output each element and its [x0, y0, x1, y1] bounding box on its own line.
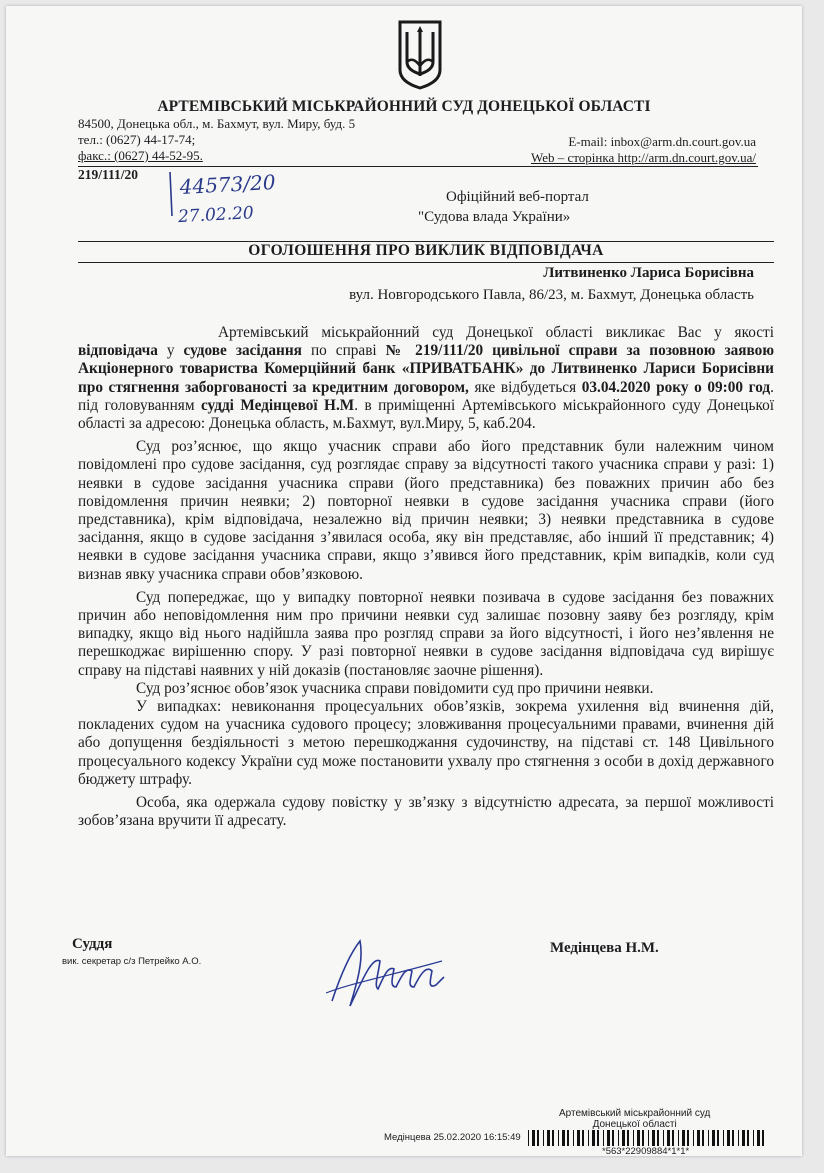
portal-line-1: Офіційний веб-портал — [446, 189, 589, 205]
court-phone: тел.: (0627) 44-17-74; — [78, 132, 196, 147]
court-address-block — [78, 116, 355, 164]
stamp-court-name: Артемівський міськрайонний суд Донецької області — [559, 1108, 711, 1130]
paragraph-duty-notify: Суд роз’яснює обов’язок учасника справи повідомити суд про причини неявки. — [136, 679, 654, 697]
court-contacts — [531, 134, 756, 166]
judge-name: Медінцева Н.М. — [550, 940, 659, 956]
handwritten-registration-note — [168, 170, 278, 228]
barcode-text: *563*22909884*1*1* — [602, 1146, 690, 1156]
judge-label: Суддя — [72, 936, 113, 952]
court-web: Web – сторінка http://arm.dn.court.gov.ua/ — [530, 150, 756, 165]
paragraph-absence-rules: Суд роз’яснює, що якщо учасник справи або його представник були належним чином повідомлені про судове засідання, суд розглядає справу за відсутності такого учасника справи у разі: 1) неявки в судове засідання учасника справи (його представника) без поважних причин або без повідомлення причин неявки; 2) повторної неявки в судове засідання учасника справи (його представника), крім відповідача, незалежно від причин неявки; 3) неявки представника в судове засідання, якщо в судове засідання з’явилася особа, яку він представляє, або інший її представник; 4) неявки в судове засідання учасника справи, якщо з’явився його представник, крім випадків, коли суд визнав явку учасника справи обов’язковою. — [78, 438, 774, 583]
paragraph-warning: Суд попереджає, що у випадку повторної неявки позивача в судове засідання без поважних причин або неповідомлення ним про причини неявки суд залишає позовну заяву без розгляду, крім випадку, якщо від нього надійшла заява про розгляд справи за його відсутності, і його нез’явлення не перешкоджає вирішенню спору. У разі повторної неявки в судове засідання відповідача суд вирішує справу на підставі наявних у ній доказів (постановляє заочне рішення). — [78, 588, 774, 679]
secretary-note: вик. секретар с/з Петрейко А.О. — [62, 956, 202, 967]
announcement-body — [78, 324, 774, 830]
document-page — [6, 6, 802, 1156]
header-divider — [78, 166, 758, 167]
judge-signature-icon — [322, 931, 452, 1011]
court-fax: факс.: (0627) 44-52-95. — [78, 148, 203, 163]
barcode-icon — [528, 1130, 766, 1146]
svg-text:44573/20: 44573/20 — [179, 170, 277, 199]
portal-line-2: "Судова влада України» — [418, 209, 571, 225]
stamp-user-date: Медінцева 25.02.2020 16:15:49 — [384, 1132, 521, 1143]
addressee-name: Литвиненко Лариса Борисівна — [543, 265, 754, 281]
case-number: 219/111/20 — [78, 167, 139, 182]
court-title: АРТЕМІВСЬКИЙ МІСЬКРАЙОННИЙ СУД ДОНЕЦЬКОЇ ОБЛАСТІ — [157, 98, 651, 115]
svg-text:27.02.20: 27.02.20 — [177, 203, 255, 228]
portal-recipient — [418, 187, 589, 227]
paragraph-summons: Артемівський міськрайонний суд Донецької області викликає Вас у якості відповідача у судове засідання по справі № 219/111/20 цивільної справи за позовною заявою Акціонерного товариства Комерційний банк «ПРИВАТБАНК» до Литвиненко Лариси Борисівни про стягнення заборгованості за кредитним договором, яке відбудеться 03.04.2020 року о 09:00 год. під головуванням судді Медінцевої Н.М. в приміщенні Артемівського міськрайонного суду Донецької області за адресою: Донецька область, м.Бахмут, вул.Миру, 5, каб.204. — [78, 324, 775, 433]
court-email: E-mail: inbox@arm.dn.court.gov.ua — [568, 134, 756, 149]
paragraph-delivery: Особа, яка одержала судову повістку у зв’язку з відсутністю адресата, за першої можливості зобов’язана вручити її адресату. — [78, 794, 774, 830]
announcement-title: ОГОЛОШЕННЯ ПРО ВИКЛИК ВІДПОВІДАЧА — [248, 242, 604, 259]
addressee-address: вул. Новгородського Павла, 86/23, м. Бахмут, Донецька область — [349, 287, 754, 303]
paragraph-fines: У випадках: невиконання процесуальних обов’язків, зокрема ухилення від вчинення дій, покладених судом на учасника судового процесу; зловживання процесуальними правами, вчинення дій або допущення бездіяльності з метою перешкоджання судочинству, на підставі ст. 148 Цивільного процесуального кодексу України суд може постановити ухвалу про стягнення з особи в дохід державного бюджету штрафу. — [78, 698, 774, 788]
title-bottom-rule — [78, 262, 774, 263]
trident-emblem-icon — [397, 18, 443, 92]
court-address: 84500, Донецька обл., м. Бахмут, вул. Миру, буд. 5 — [78, 116, 356, 131]
